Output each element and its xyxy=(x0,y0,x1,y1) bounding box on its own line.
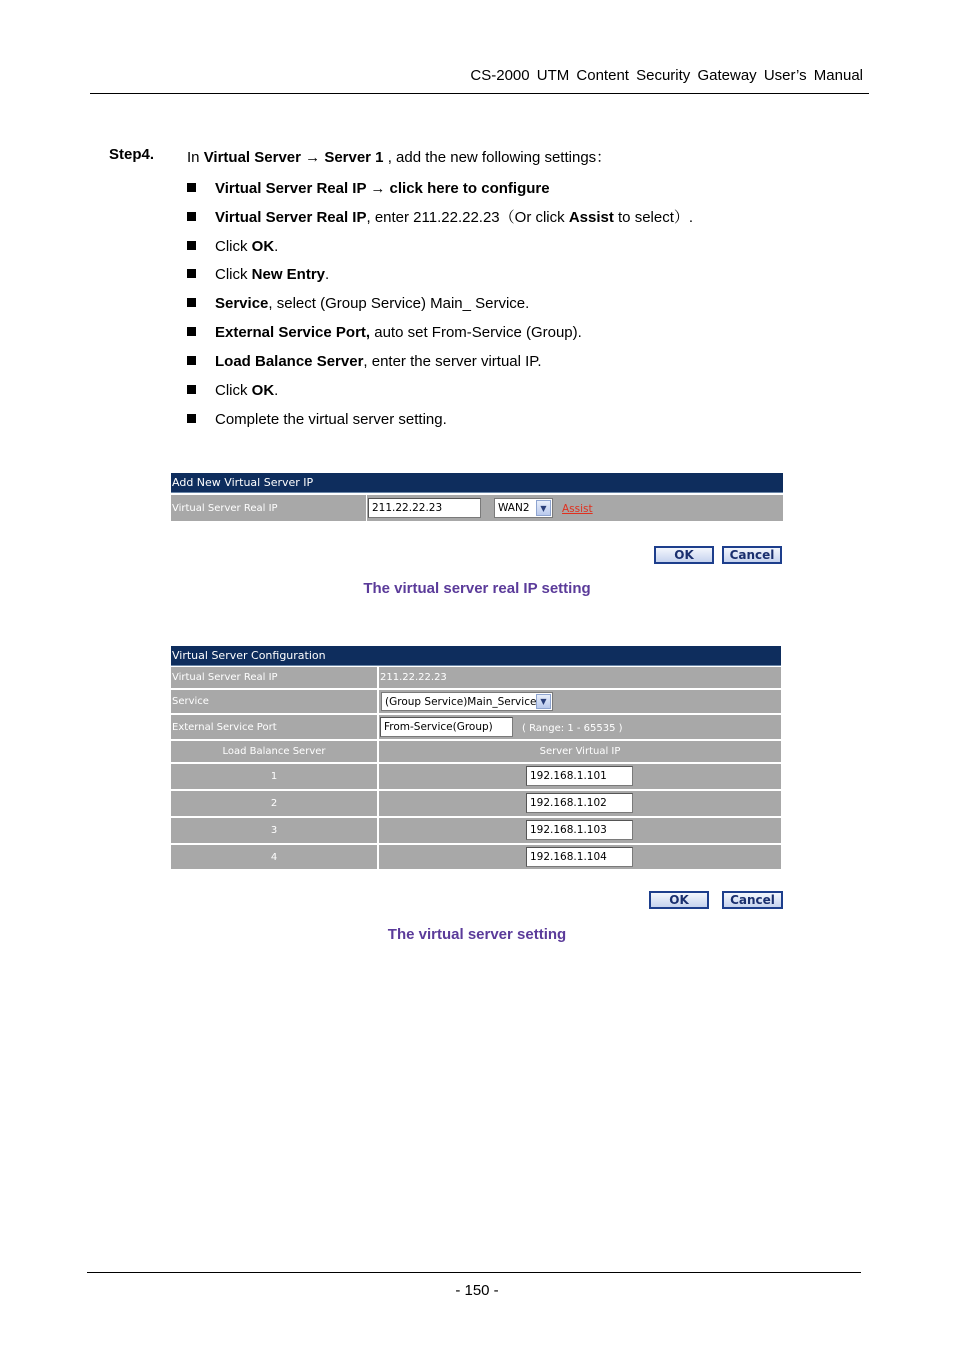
step-text-suffix: , add the new following settings： xyxy=(383,149,612,166)
bullet-item xyxy=(187,352,542,372)
square-bullet-icon xyxy=(187,356,196,365)
bullet-text: . xyxy=(274,238,279,255)
header-rule xyxy=(90,93,869,94)
figure-caption: The virtual server setting xyxy=(387,926,567,943)
chevron-down-icon: ▼ xyxy=(536,500,551,516)
row-label-service: Service xyxy=(171,690,377,713)
step-path-2: Server 1 xyxy=(324,149,384,166)
external-port-input[interactable]: From-Service(Group) xyxy=(380,717,513,737)
manual-title: CS-2000 UTM Content Security Gateway User’s Manual xyxy=(470,67,863,84)
bullet-item xyxy=(187,208,693,228)
service-selected-value: (Group Service)Main_Service xyxy=(385,695,537,708)
bullet-bold: Virtual Server Real IP → click here to configure xyxy=(215,180,550,197)
bullet-bold: Virtual Server Real IP xyxy=(215,209,367,226)
square-bullet-icon xyxy=(187,241,196,250)
wan-selected-value: WAN2 xyxy=(498,502,530,514)
square-bullet-icon xyxy=(187,414,196,423)
figure-caption: The virtual server real IP setting xyxy=(363,580,591,597)
cancel-button[interactable]: Cancel xyxy=(722,891,783,909)
bullet-item xyxy=(187,237,278,257)
wan-select[interactable] xyxy=(494,498,553,518)
bullet-text: Click xyxy=(215,382,252,399)
bullet-bold: External Service Port, xyxy=(215,324,371,341)
step-label: Step4. xyxy=(109,146,155,163)
bullet-bold: Load Balance Server xyxy=(215,353,364,370)
square-bullet-icon xyxy=(187,385,196,394)
bullet-item xyxy=(187,381,278,401)
step-path-1: Virtual Server xyxy=(203,149,301,166)
square-bullet-icon xyxy=(187,183,196,192)
bullet-text: , select (Group Service) Main_ Service. xyxy=(268,295,530,312)
square-bullet-icon xyxy=(187,212,196,221)
port-range-hint: ( Range: 1 - 65535 ) xyxy=(522,723,623,734)
server-index: 1 xyxy=(171,764,377,789)
bullet-text: . xyxy=(274,382,279,399)
server-index: 4 xyxy=(171,845,377,869)
bullet-item xyxy=(187,179,550,199)
ok-button[interactable]: OK xyxy=(654,546,714,564)
step-text xyxy=(187,146,611,167)
bullet-text: , enter the server virtual IP. xyxy=(363,353,542,370)
panel-title: Add New Virtual Server IP xyxy=(171,473,783,493)
square-bullet-icon xyxy=(187,269,196,278)
panel-title: Virtual Server Configuration xyxy=(171,646,781,666)
column-header-virtual-ip: Server Virtual IP xyxy=(379,741,781,762)
bullet-item xyxy=(187,265,329,285)
service-select[interactable] xyxy=(381,692,553,711)
bullet-text: Click xyxy=(215,238,252,255)
real-ip-input[interactable]: 211.22.22.23 xyxy=(368,498,481,518)
square-bullet-icon xyxy=(187,327,196,336)
server-ip-input[interactable]: 192.168.1.103 xyxy=(526,820,633,840)
chevron-down-icon: ▼ xyxy=(536,694,551,709)
bullet-bold: OK xyxy=(251,238,275,255)
real-ip-value: 211.22.22.23 xyxy=(379,667,781,688)
bullet-bold: New Entry xyxy=(251,266,326,283)
bullet-item xyxy=(187,323,582,343)
bullet-text: . xyxy=(325,266,330,283)
bullet-text: Click xyxy=(215,266,252,283)
bullet-bold: OK xyxy=(251,382,275,399)
arrow-icon: → xyxy=(305,149,321,166)
step-text-prefix: In xyxy=(187,149,204,166)
ok-button[interactable]: OK xyxy=(649,891,709,909)
bullet-text: Complete the virtual server setting. xyxy=(215,411,447,428)
page-number: - 150 - xyxy=(455,1282,499,1299)
row-label-real-ip: Virtual Server Real IP xyxy=(171,667,377,688)
footer-rule xyxy=(87,1272,861,1273)
bullet-text: auto set From-Service (Group). xyxy=(370,324,582,341)
bullet-text: , enter 211.22.22.23（Or click xyxy=(366,209,569,226)
server-ip-input[interactable]: 192.168.1.102 xyxy=(526,793,633,813)
cancel-button[interactable]: Cancel xyxy=(722,546,782,564)
server-ip-input[interactable]: 192.168.1.101 xyxy=(526,766,633,786)
server-index: 2 xyxy=(171,791,377,816)
assist-link[interactable]: Assist xyxy=(562,503,593,515)
server-ip-input[interactable]: 192.168.1.104 xyxy=(526,847,633,867)
server-index: 3 xyxy=(171,818,377,843)
bullet-item xyxy=(187,410,447,430)
bullet-bold: Assist xyxy=(568,209,614,226)
square-bullet-icon xyxy=(187,298,196,307)
row-label-real-ip: Virtual Server Real IP xyxy=(171,495,366,521)
bullet-text: to select）. xyxy=(613,209,694,226)
row-label-port: External Service Port xyxy=(171,715,377,739)
column-header-load-balance: Load Balance Server xyxy=(171,741,377,762)
bullet-bold: Service xyxy=(215,295,269,312)
bullet-item xyxy=(187,294,529,314)
